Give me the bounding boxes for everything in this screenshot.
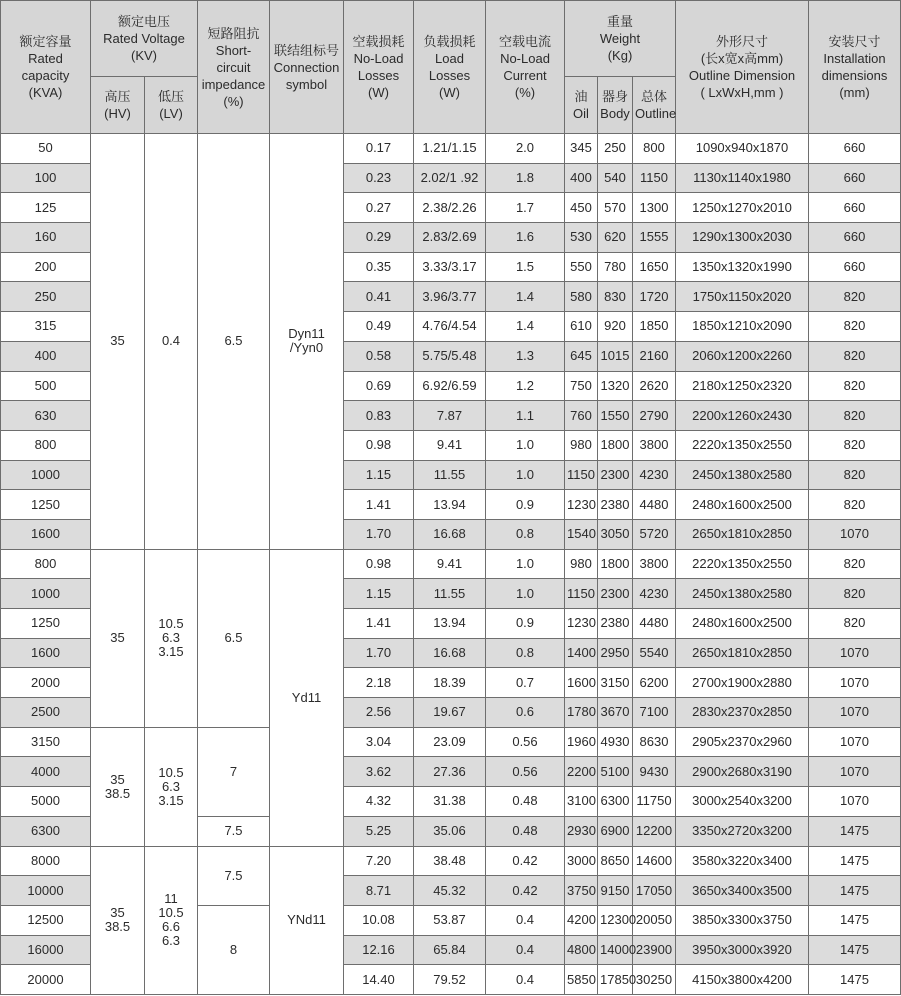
oil-weight-cell: 345	[565, 134, 598, 164]
rated-capacity-cell: 630	[1, 401, 91, 431]
header-rated-capacity: 额定容量 Rated capacity (KVA)	[1, 1, 91, 134]
load-loss-cell: 2.38/2.26	[414, 193, 486, 223]
connection-symbol-cell: Dyn11 /Yyn0	[270, 134, 344, 550]
rated-capacity-cell: 10000	[1, 876, 91, 906]
rated-capacity-cell: 250	[1, 282, 91, 312]
oil-weight-cell: 2200	[565, 757, 598, 787]
outline-dimension-cell: 1250x1270x2010	[676, 193, 809, 223]
no-load-current-cell: 0.8	[486, 519, 565, 549]
no-load-loss-cell: 5.25	[344, 816, 414, 846]
no-load-current-cell: 1.2	[486, 371, 565, 401]
load-loss-cell: 6.92/6.59	[414, 371, 486, 401]
no-load-current-cell: 1.7	[486, 193, 565, 223]
load-loss-cell: 5.75/5.48	[414, 341, 486, 371]
load-loss-cell: 35.06	[414, 816, 486, 846]
outline-weight-cell: 23900	[633, 935, 676, 965]
header-no-load-current: 空载电流 No-Load Current (%)	[486, 1, 565, 134]
body-weight-cell: 570	[598, 193, 633, 223]
load-loss-cell: 18.39	[414, 668, 486, 698]
outline-weight-cell: 1555	[633, 223, 676, 253]
installation-dimension-cell: 1475	[809, 965, 901, 995]
no-load-current-cell: 0.42	[486, 876, 565, 906]
outline-dimension-cell: 2450x1380x2580	[676, 579, 809, 609]
table-row	[1, 727, 901, 757]
outline-dimension-cell: 2450x1380x2580	[676, 460, 809, 490]
installation-dimension-cell: 1070	[809, 787, 901, 817]
body-weight-cell: 6900	[598, 816, 633, 846]
no-load-loss-cell: 0.17	[344, 134, 414, 164]
no-load-current-cell: 1.0	[486, 430, 565, 460]
body-weight-cell: 12300	[598, 905, 633, 935]
oil-weight-cell: 4800	[565, 935, 598, 965]
outline-dimension-cell: 3850x3300x3750	[676, 905, 809, 935]
rated-capacity-cell: 500	[1, 371, 91, 401]
header-hv: 高压 (HV)	[91, 77, 145, 134]
no-load-current-cell: 1.4	[486, 282, 565, 312]
load-loss-cell: 11.55	[414, 460, 486, 490]
oil-weight-cell: 450	[565, 193, 598, 223]
impedance-cell: 8	[198, 905, 270, 994]
load-loss-cell: 13.94	[414, 490, 486, 520]
outline-weight-cell: 1850	[633, 312, 676, 342]
outline-dimension-cell: 1290x1300x2030	[676, 223, 809, 253]
oil-weight-cell: 550	[565, 252, 598, 282]
hv-voltage-cell: 35	[91, 134, 145, 550]
rated-capacity-cell: 1250	[1, 609, 91, 639]
outline-dimension-cell: 2905x2370x2960	[676, 727, 809, 757]
lv-voltage-cell: 0.4	[145, 134, 198, 550]
outline-weight-cell: 20050	[633, 905, 676, 935]
body-weight-cell: 920	[598, 312, 633, 342]
outline-weight-cell: 8630	[633, 727, 676, 757]
header-body: 器身 Body	[598, 77, 633, 134]
outline-dimension-cell: 2650x1810x2850	[676, 638, 809, 668]
installation-dimension-cell: 820	[809, 312, 901, 342]
load-loss-cell: 11.55	[414, 579, 486, 609]
body-weight-cell: 1320	[598, 371, 633, 401]
load-loss-cell: 19.67	[414, 698, 486, 728]
oil-weight-cell: 1400	[565, 638, 598, 668]
installation-dimension-cell: 820	[809, 490, 901, 520]
load-loss-cell: 1.21/1.15	[414, 134, 486, 164]
rated-capacity-cell: 12500	[1, 905, 91, 935]
no-load-current-cell: 0.4	[486, 905, 565, 935]
load-loss-cell: 3.96/3.77	[414, 282, 486, 312]
hv-voltage-cell: 35 38.5	[91, 727, 145, 846]
outline-dimension-cell: 3650x3400x3500	[676, 876, 809, 906]
table-row	[1, 549, 901, 579]
outline-dimension-cell: 3000x2540x3200	[676, 787, 809, 817]
installation-dimension-cell: 1070	[809, 698, 901, 728]
no-load-loss-cell: 0.35	[344, 252, 414, 282]
load-loss-cell: 31.38	[414, 787, 486, 817]
load-loss-cell: 38.48	[414, 846, 486, 876]
body-weight-cell: 3150	[598, 668, 633, 698]
no-load-current-cell: 1.0	[486, 460, 565, 490]
no-load-loss-cell: 1.70	[344, 638, 414, 668]
no-load-loss-cell: 7.20	[344, 846, 414, 876]
installation-dimension-cell: 1475	[809, 935, 901, 965]
no-load-current-cell: 0.42	[486, 846, 565, 876]
body-weight-cell: 17850	[598, 965, 633, 995]
no-load-current-cell: 1.8	[486, 163, 565, 193]
outline-weight-cell: 1720	[633, 282, 676, 312]
installation-dimension-cell: 820	[809, 282, 901, 312]
load-loss-cell: 2.83/2.69	[414, 223, 486, 253]
installation-dimension-cell: 820	[809, 460, 901, 490]
outline-dimension-cell: 1090x940x1870	[676, 134, 809, 164]
installation-dimension-cell: 1475	[809, 876, 901, 906]
header-lv: 低压 (LV)	[145, 77, 198, 134]
outline-dimension-cell: 2830x2370x2850	[676, 698, 809, 728]
no-load-loss-cell: 1.41	[344, 609, 414, 639]
rated-capacity-cell: 6300	[1, 816, 91, 846]
no-load-current-cell: 0.9	[486, 609, 565, 639]
no-load-loss-cell: 0.58	[344, 341, 414, 371]
table-header	[1, 1, 901, 134]
load-loss-cell: 65.84	[414, 935, 486, 965]
impedance-cell: 6.5	[198, 134, 270, 550]
oil-weight-cell: 3000	[565, 846, 598, 876]
header-installation-dimensions: 安装尺寸 Installation dimensions (mm)	[809, 1, 901, 134]
outline-dimension-cell: 2220x1350x2550	[676, 549, 809, 579]
lv-voltage-cell: 10.5 6.3 3.15	[145, 727, 198, 846]
load-loss-cell: 4.76/4.54	[414, 312, 486, 342]
outline-weight-cell: 30250	[633, 965, 676, 995]
header-oil: 油 Oil	[565, 77, 598, 134]
header-outline: 总体 Outline	[633, 77, 676, 134]
table-row	[1, 134, 901, 164]
outline-dimension-cell: 2220x1350x2550	[676, 430, 809, 460]
no-load-loss-cell: 0.41	[344, 282, 414, 312]
header-impedance: 短路阻抗 Short- circuit impedance (%)	[198, 1, 270, 134]
installation-dimension-cell: 1070	[809, 638, 901, 668]
connection-symbol-cell: YNd11	[270, 846, 344, 994]
installation-dimension-cell: 660	[809, 163, 901, 193]
load-loss-cell: 45.32	[414, 876, 486, 906]
oil-weight-cell: 1960	[565, 727, 598, 757]
body-weight-cell: 8650	[598, 846, 633, 876]
no-load-loss-cell: 8.71	[344, 876, 414, 906]
oil-weight-cell: 580	[565, 282, 598, 312]
rated-capacity-cell: 2000	[1, 668, 91, 698]
no-load-current-cell: 1.5	[486, 252, 565, 282]
rated-capacity-cell: 16000	[1, 935, 91, 965]
body-weight-cell: 620	[598, 223, 633, 253]
installation-dimension-cell: 820	[809, 401, 901, 431]
rated-capacity-cell: 4000	[1, 757, 91, 787]
table-body	[1, 134, 901, 995]
no-load-loss-cell: 0.29	[344, 223, 414, 253]
load-loss-cell: 53.87	[414, 905, 486, 935]
oil-weight-cell: 760	[565, 401, 598, 431]
outline-weight-cell: 5540	[633, 638, 676, 668]
no-load-loss-cell: 1.15	[344, 460, 414, 490]
impedance-cell: 7	[198, 727, 270, 816]
rated-capacity-cell: 100	[1, 163, 91, 193]
oil-weight-cell: 610	[565, 312, 598, 342]
load-loss-cell: 23.09	[414, 727, 486, 757]
outline-weight-cell: 14600	[633, 846, 676, 876]
oil-weight-cell: 1150	[565, 579, 598, 609]
installation-dimension-cell: 1070	[809, 519, 901, 549]
oil-weight-cell: 1150	[565, 460, 598, 490]
rated-capacity-cell: 5000	[1, 787, 91, 817]
outline-weight-cell: 6200	[633, 668, 676, 698]
outline-dimension-cell: 2180x1250x2320	[676, 371, 809, 401]
oil-weight-cell: 1230	[565, 609, 598, 639]
no-load-loss-cell: 0.98	[344, 430, 414, 460]
outline-weight-cell: 1150	[633, 163, 676, 193]
table-row	[1, 846, 901, 876]
installation-dimension-cell: 820	[809, 549, 901, 579]
rated-capacity-cell: 1250	[1, 490, 91, 520]
body-weight-cell: 830	[598, 282, 633, 312]
load-loss-cell: 16.68	[414, 638, 486, 668]
body-weight-cell: 2950	[598, 638, 633, 668]
rated-capacity-cell: 160	[1, 223, 91, 253]
header-outline-dimension: 外形尺寸 (长x宽x高mm) Outline Dimension ( LxWxH,mm )	[676, 1, 809, 134]
no-load-current-cell: 0.9	[486, 490, 565, 520]
header-rated-voltage: 额定电压 Rated Voltage (KV)	[91, 1, 198, 77]
no-load-current-cell: 0.48	[486, 816, 565, 846]
no-load-loss-cell: 0.69	[344, 371, 414, 401]
load-loss-cell: 3.33/3.17	[414, 252, 486, 282]
outline-weight-cell: 12200	[633, 816, 676, 846]
outline-weight-cell: 1650	[633, 252, 676, 282]
body-weight-cell: 3050	[598, 519, 633, 549]
hv-voltage-cell: 35	[91, 549, 145, 727]
body-weight-cell: 9150	[598, 876, 633, 906]
body-weight-cell: 5100	[598, 757, 633, 787]
body-weight-cell: 250	[598, 134, 633, 164]
outline-dimension-cell: 2200x1260x2430	[676, 401, 809, 431]
no-load-current-cell: 1.0	[486, 549, 565, 579]
no-load-current-cell: 0.4	[486, 965, 565, 995]
rated-capacity-cell: 50	[1, 134, 91, 164]
load-loss-cell: 2.02/1 .92	[414, 163, 486, 193]
outline-dimension-cell: 2900x2680x3190	[676, 757, 809, 787]
no-load-loss-cell: 0.23	[344, 163, 414, 193]
no-load-current-cell: 0.56	[486, 727, 565, 757]
no-load-current-cell: 0.56	[486, 757, 565, 787]
no-load-current-cell: 2.0	[486, 134, 565, 164]
installation-dimension-cell: 820	[809, 609, 901, 639]
oil-weight-cell: 1780	[565, 698, 598, 728]
rated-capacity-cell: 3150	[1, 727, 91, 757]
outline-weight-cell: 9430	[633, 757, 676, 787]
no-load-loss-cell: 10.08	[344, 905, 414, 935]
body-weight-cell: 1800	[598, 549, 633, 579]
body-weight-cell: 1800	[598, 430, 633, 460]
outline-dimension-cell: 2650x1810x2850	[676, 519, 809, 549]
no-load-current-cell: 1.4	[486, 312, 565, 342]
oil-weight-cell: 980	[565, 549, 598, 579]
oil-weight-cell: 750	[565, 371, 598, 401]
outline-weight-cell: 2160	[633, 341, 676, 371]
body-weight-cell: 2380	[598, 609, 633, 639]
outline-weight-cell: 4230	[633, 579, 676, 609]
body-weight-cell: 14000	[598, 935, 633, 965]
oil-weight-cell: 2930	[565, 816, 598, 846]
impedance-cell: 7.5	[198, 846, 270, 905]
outline-dimension-cell: 3580x3220x3400	[676, 846, 809, 876]
outline-weight-cell: 4230	[633, 460, 676, 490]
lv-voltage-cell: 11 10.5 6.6 6.3	[145, 846, 198, 994]
oil-weight-cell: 3750	[565, 876, 598, 906]
outline-dimension-cell: 2480x1600x2500	[676, 490, 809, 520]
installation-dimension-cell: 820	[809, 341, 901, 371]
installation-dimension-cell: 1070	[809, 727, 901, 757]
rated-capacity-cell: 2500	[1, 698, 91, 728]
load-loss-cell: 9.41	[414, 549, 486, 579]
outline-dimension-cell: 3950x3000x3920	[676, 935, 809, 965]
no-load-loss-cell: 2.18	[344, 668, 414, 698]
header-weight: 重量 Weight (Kg)	[565, 1, 676, 77]
rated-capacity-cell: 800	[1, 549, 91, 579]
installation-dimension-cell: 820	[809, 371, 901, 401]
lv-voltage-cell: 10.5 6.3 3.15	[145, 549, 198, 727]
body-weight-cell: 780	[598, 252, 633, 282]
no-load-current-cell: 0.7	[486, 668, 565, 698]
installation-dimension-cell: 660	[809, 134, 901, 164]
installation-dimension-cell: 1475	[809, 905, 901, 935]
body-weight-cell: 2300	[598, 579, 633, 609]
body-weight-cell: 1550	[598, 401, 633, 431]
load-loss-cell: 79.52	[414, 965, 486, 995]
load-loss-cell: 16.68	[414, 519, 486, 549]
outline-dimension-cell: 2060x1200x2260	[676, 341, 809, 371]
no-load-loss-cell: 1.41	[344, 490, 414, 520]
installation-dimension-cell: 1475	[809, 846, 901, 876]
outline-weight-cell: 7100	[633, 698, 676, 728]
oil-weight-cell: 4200	[565, 905, 598, 935]
impedance-cell: 7.5	[198, 816, 270, 846]
rated-capacity-cell: 1000	[1, 460, 91, 490]
oil-weight-cell: 1600	[565, 668, 598, 698]
body-weight-cell: 2300	[598, 460, 633, 490]
installation-dimension-cell: 660	[809, 252, 901, 282]
oil-weight-cell: 3100	[565, 787, 598, 817]
no-load-loss-cell: 1.15	[344, 579, 414, 609]
no-load-loss-cell: 3.04	[344, 727, 414, 757]
no-load-loss-cell: 0.98	[344, 549, 414, 579]
no-load-current-cell: 1.6	[486, 223, 565, 253]
rated-capacity-cell: 400	[1, 341, 91, 371]
hv-voltage-cell: 35 38.5	[91, 846, 145, 994]
installation-dimension-cell: 820	[809, 579, 901, 609]
body-weight-cell: 2380	[598, 490, 633, 520]
outline-weight-cell: 11750	[633, 787, 676, 817]
no-load-current-cell: 1.0	[486, 579, 565, 609]
rated-capacity-cell: 20000	[1, 965, 91, 995]
installation-dimension-cell: 1070	[809, 668, 901, 698]
oil-weight-cell: 980	[565, 430, 598, 460]
oil-weight-cell: 645	[565, 341, 598, 371]
installation-dimension-cell: 820	[809, 430, 901, 460]
load-loss-cell: 27.36	[414, 757, 486, 787]
outline-weight-cell: 4480	[633, 609, 676, 639]
no-load-loss-cell: 14.40	[344, 965, 414, 995]
outline-dimension-cell: 1750x1150x2020	[676, 282, 809, 312]
oil-weight-cell: 400	[565, 163, 598, 193]
outline-weight-cell: 4480	[633, 490, 676, 520]
load-loss-cell: 7.87	[414, 401, 486, 431]
rated-capacity-cell: 1600	[1, 519, 91, 549]
load-loss-cell: 9.41	[414, 430, 486, 460]
body-weight-cell: 3670	[598, 698, 633, 728]
rated-capacity-cell: 200	[1, 252, 91, 282]
oil-weight-cell: 530	[565, 223, 598, 253]
outline-weight-cell: 3800	[633, 549, 676, 579]
no-load-current-cell: 1.3	[486, 341, 565, 371]
no-load-current-cell: 0.8	[486, 638, 565, 668]
body-weight-cell: 6300	[598, 787, 633, 817]
installation-dimension-cell: 660	[809, 193, 901, 223]
outline-dimension-cell: 2480x1600x2500	[676, 609, 809, 639]
rated-capacity-cell: 125	[1, 193, 91, 223]
no-load-current-cell: 0.4	[486, 935, 565, 965]
no-load-current-cell: 0.6	[486, 698, 565, 728]
no-load-loss-cell: 0.83	[344, 401, 414, 431]
outline-dimension-cell: 2700x1900x2880	[676, 668, 809, 698]
outline-weight-cell: 17050	[633, 876, 676, 906]
header-no-load-losses: 空载损耗 No-Load Losses (W)	[344, 1, 414, 134]
installation-dimension-cell: 1475	[809, 816, 901, 846]
no-load-loss-cell: 1.70	[344, 519, 414, 549]
outline-weight-cell: 3800	[633, 430, 676, 460]
header-connection-symbol: 联结组标号 Connection symbol	[270, 1, 344, 134]
outline-weight-cell: 2620	[633, 371, 676, 401]
installation-dimension-cell: 1070	[809, 757, 901, 787]
rated-capacity-cell: 800	[1, 430, 91, 460]
outline-weight-cell: 1300	[633, 193, 676, 223]
header-load-losses: 负载损耗 Load Losses (W)	[414, 1, 486, 134]
no-load-current-cell: 0.48	[486, 787, 565, 817]
body-weight-cell: 1015	[598, 341, 633, 371]
rated-capacity-cell: 8000	[1, 846, 91, 876]
outline-weight-cell: 5720	[633, 519, 676, 549]
outline-dimension-cell: 1850x1210x2090	[676, 312, 809, 342]
no-load-loss-cell: 2.56	[344, 698, 414, 728]
outline-dimension-cell: 3350x2720x3200	[676, 816, 809, 846]
impedance-cell: 6.5	[198, 549, 270, 727]
rated-capacity-cell: 1000	[1, 579, 91, 609]
outline-weight-cell: 800	[633, 134, 676, 164]
oil-weight-cell: 5850	[565, 965, 598, 995]
outline-dimension-cell: 4150x3800x4200	[676, 965, 809, 995]
no-load-loss-cell: 3.62	[344, 757, 414, 787]
outline-dimension-cell: 1350x1320x1990	[676, 252, 809, 282]
oil-weight-cell: 1230	[565, 490, 598, 520]
no-load-loss-cell: 0.49	[344, 312, 414, 342]
no-load-current-cell: 1.1	[486, 401, 565, 431]
outline-weight-cell: 2790	[633, 401, 676, 431]
body-weight-cell: 4930	[598, 727, 633, 757]
outline-dimension-cell: 1130x1140x1980	[676, 163, 809, 193]
rated-capacity-cell: 315	[1, 312, 91, 342]
no-load-loss-cell: 4.32	[344, 787, 414, 817]
no-load-loss-cell: 12.16	[344, 935, 414, 965]
oil-weight-cell: 1540	[565, 519, 598, 549]
load-loss-cell: 13.94	[414, 609, 486, 639]
body-weight-cell: 540	[598, 163, 633, 193]
installation-dimension-cell: 660	[809, 223, 901, 253]
no-load-loss-cell: 0.27	[344, 193, 414, 223]
connection-symbol-cell: Yd11	[270, 549, 344, 846]
rated-capacity-cell: 1600	[1, 638, 91, 668]
